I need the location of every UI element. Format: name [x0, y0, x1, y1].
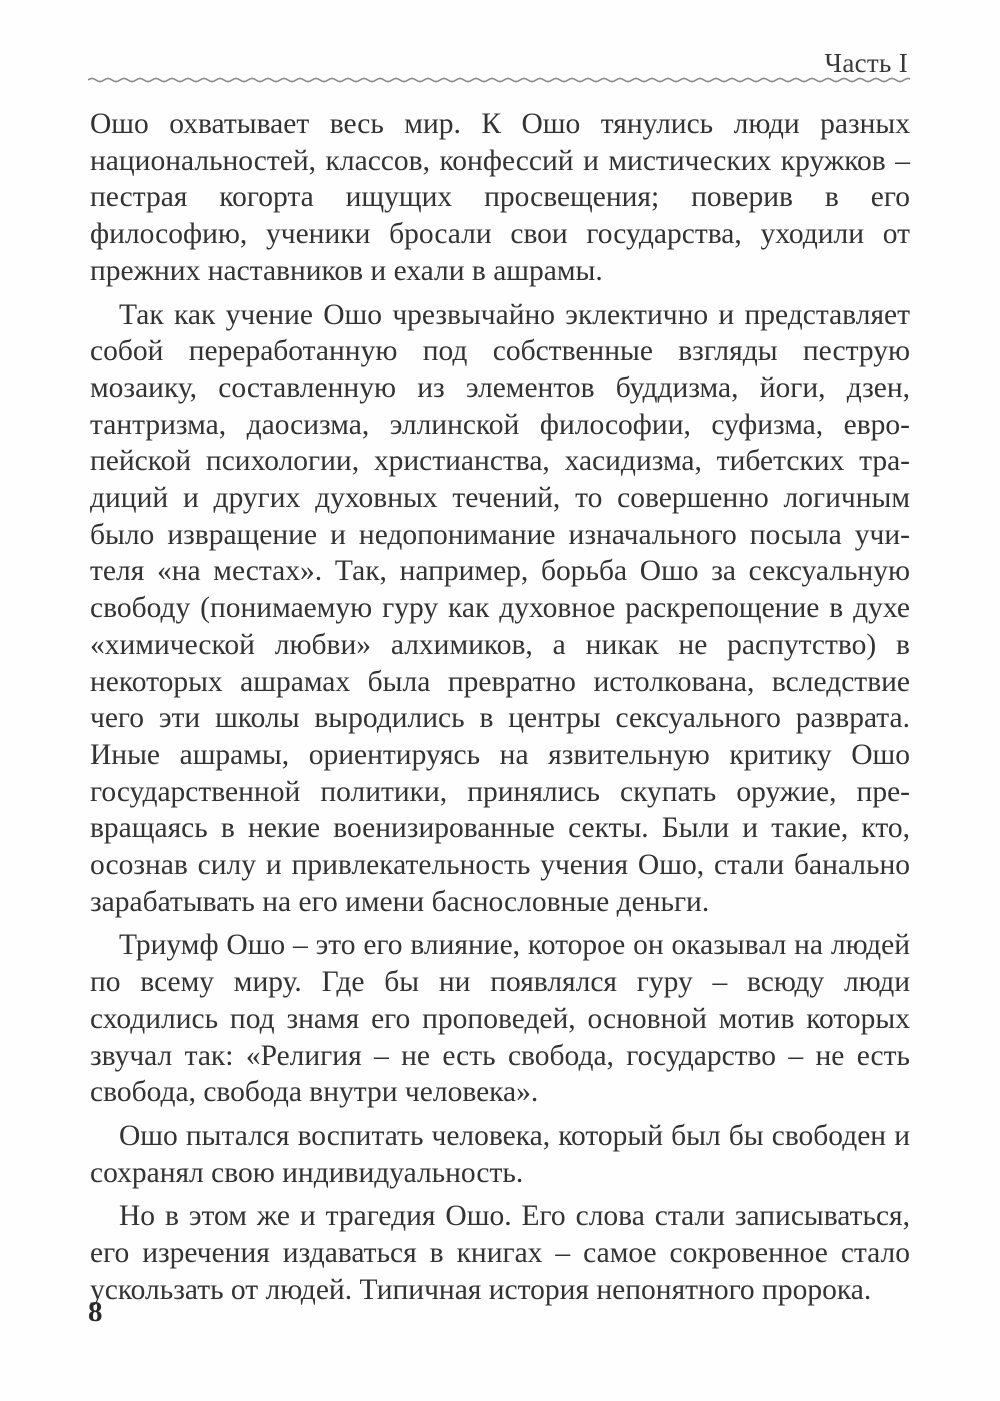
paragraph-5: Но в этом же и трагедия Ошо. Его слова стали записываться, его изречения издаваться в книгах – самое сокровенное стало ускользать от людей. Типичная история непонятного пророка. — [90, 1200, 910, 1306]
paragraph-2: Так как учение Ошо чрезвычайно эклектично и представляет собой переработанную под собственные взгляды пеструю мозаику, составленную из элементов буддизма, йоги, дзен, тантризма, даосизма, эллинской философии, суфизма, европейской психологии, христианства, хасидизма, тибетских традиций и других духовных течений, то совершенно логичным было извращение и недопонимание изначального посыла учителя «на местах». Так, например, борьба Ошо за сексуальную свободу (понимаемую гуру как духовное раскрепощение в духе «химической любви» алхимиков, а никак не распутство) в некоторых ашрамах была превратно истолкована, вследствие чего эти школы выродились в центры сексуального разврата. Иные ашрамы, ориентируясь на язвительную критику Ошо государственной политики, принялись скупать оружие, превращаясь в некие военизированные секты. Были и такие, кто, осознав силу и привлекательность учения Ошо, стали банально зарабатывать на его имени баснословные деньги. — [90, 298, 910, 918]
main-text — [90, 106, 910, 1316]
page-number: 8 — [88, 1296, 103, 1328]
paragraph-1: Ошо охватывает весь мир. К Ошо тянулись люди разных национальностей, классов, конфессий и мистических кружков – пестрая когорта ищущих просвещения; поверив в его философию, ученики бросали свои государства, уходили от прежних наставников и ехали в ашрамы. — [90, 108, 910, 287]
paragraph-4: Ошо пытался воспитать человека, который был бы свободен и сохранял свою индивидуальность. — [90, 1119, 910, 1189]
wavy-divider — [88, 72, 910, 88]
running-title: Часть I — [824, 48, 908, 78]
paragraph-3: Триумф Ошо – это его влияние, которое он оказывал на людей по всему миру. Где бы ни появлялся гуру – всюду люди сходились под знамя его проповедей, основной мотив которых звучал так: «Религия – не есть свобода, государство – не есть свобода, свобода внутри человека». — [90, 929, 910, 1109]
